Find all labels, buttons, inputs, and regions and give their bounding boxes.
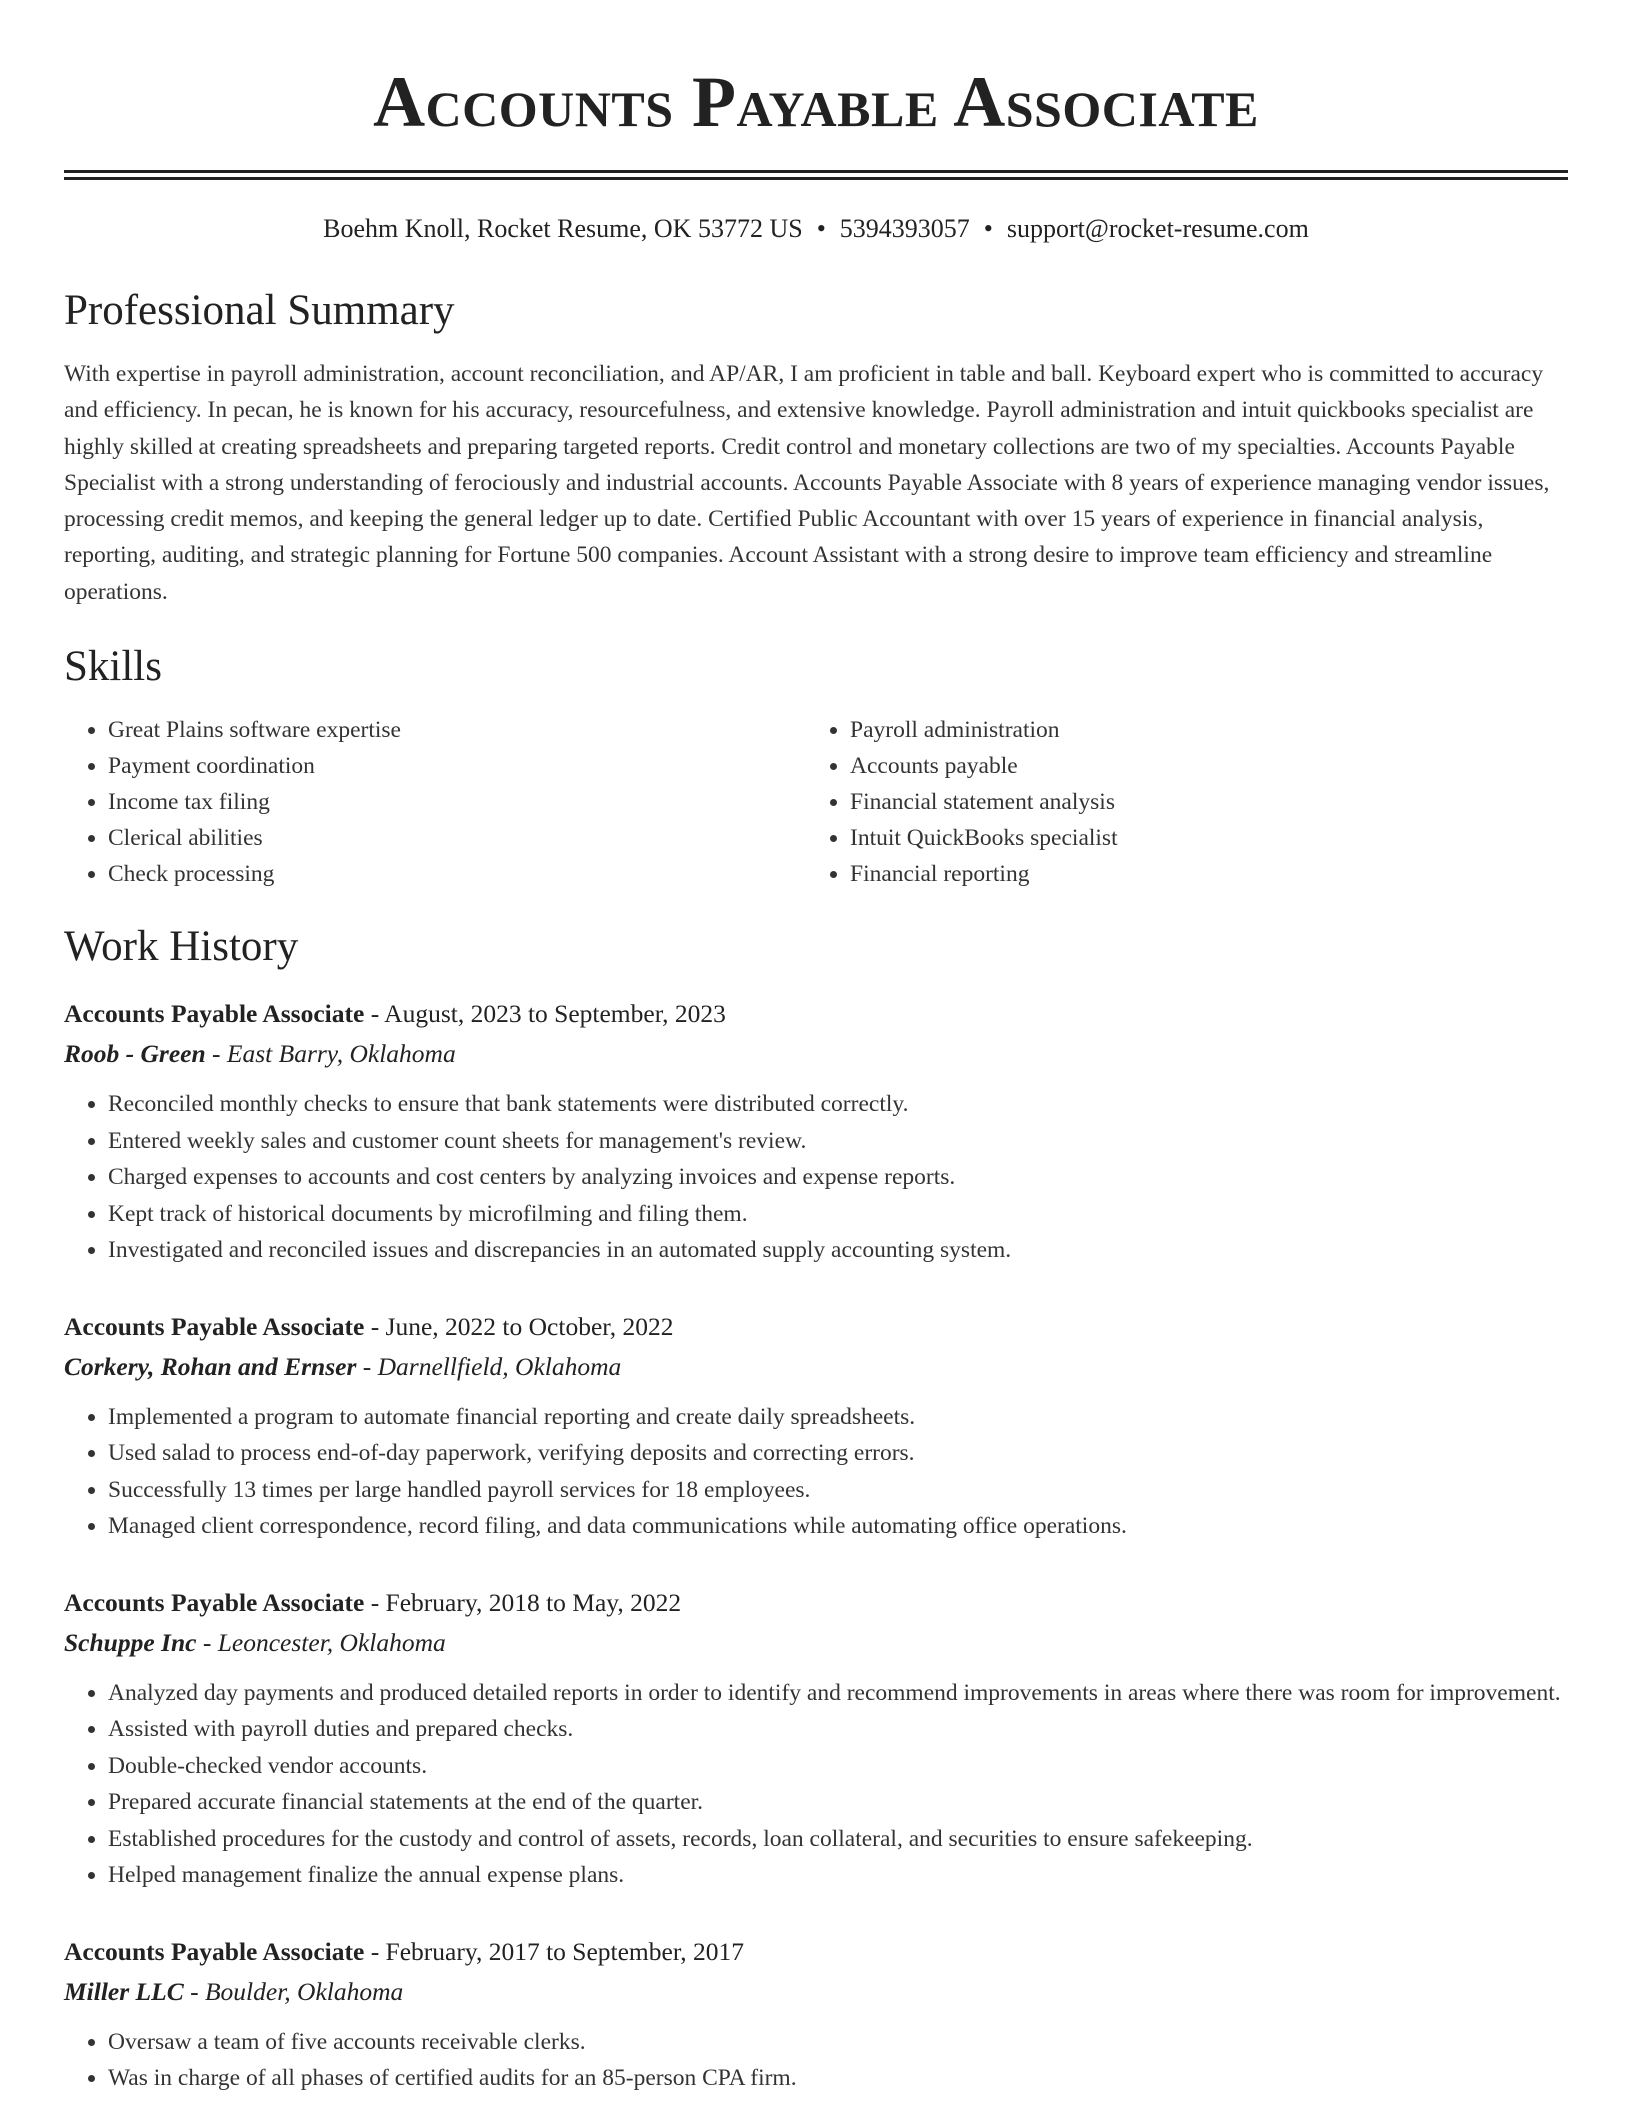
job-dates: - February, 2017 to September, 2017 bbox=[364, 1936, 745, 1966]
skill-item: • Payment coordination bbox=[108, 748, 806, 784]
job-company: Miller LLC bbox=[64, 1976, 184, 2006]
contact-address: Boehm Knoll, Rocket Resume, OK 53772 US bbox=[323, 214, 803, 243]
job-bullet: • Implemented a program to automate financial reporting and create daily spreadsheets. bbox=[108, 1399, 1568, 1436]
job-company-line bbox=[64, 1623, 1568, 1663]
job-location: - Leoncester, Oklahoma bbox=[196, 1627, 446, 1657]
skill-item: • Intuit QuickBooks specialist bbox=[850, 820, 1548, 856]
job-company: Schuppe Inc bbox=[64, 1627, 197, 1657]
job-bullets bbox=[64, 2024, 1568, 2097]
job-bullet: • Used salad to process end-of-day paperwork, verifying deposits and correcting errors. bbox=[108, 1435, 1568, 1472]
contact-separator: • bbox=[816, 214, 826, 243]
skill-item: • Payroll administration bbox=[850, 712, 1548, 748]
job-role: Accounts Payable Associate bbox=[64, 1936, 365, 1966]
job-bullet: • Analyzed day payments and produced detailed reports in order to identify and recommend improvements in areas where there was room for improvement. bbox=[108, 1675, 1568, 1712]
job-dates: - February, 2018 to May, 2022 bbox=[364, 1587, 682, 1617]
job-location: - Boulder, Oklahoma bbox=[183, 1976, 404, 2006]
job-company: Corkery, Rohan and Ernser bbox=[64, 1351, 357, 1381]
job-bullet: • Kept track of historical documents by microfilming and filing them. bbox=[108, 1196, 1568, 1233]
job-bullet: • Charged expenses to accounts and cost centers by analyzing invoices and expense reports. bbox=[108, 1159, 1568, 1196]
skill-item: • Check processing bbox=[108, 856, 806, 892]
job-bullets bbox=[64, 1399, 1568, 1545]
contact-phone: 5394393057 bbox=[839, 214, 970, 243]
job-bullet: • Helped management finalize the annual expense plans. bbox=[108, 1857, 1568, 1894]
skills-column-right bbox=[806, 712, 1548, 892]
job-role: Accounts Payable Associate bbox=[64, 999, 365, 1029]
job-bullet: • Oversaw a team of five accounts receivable clerks. bbox=[108, 2024, 1568, 2061]
resume-title: Accounts Payable Associate bbox=[373, 62, 1259, 142]
job-location: - Darnellfield, Oklahoma bbox=[356, 1351, 622, 1381]
resume-page bbox=[64, 0, 1568, 2097]
job-bullet: • Was in charge of all phases of certified audits for an 85-person CPA firm. bbox=[108, 2060, 1568, 2097]
job-bullet: • Prepared accurate financial statements at the end of the quarter. bbox=[108, 1784, 1568, 1821]
job-bullet: • Investigated and reconciled issues and discrepancies in an automated supply accounting system. bbox=[108, 1232, 1568, 1269]
job-dates: - June, 2022 to October, 2022 bbox=[364, 1311, 674, 1341]
skills-column-left bbox=[64, 712, 806, 892]
job-bullet: • Successfully 13 times per large handled payroll services for 18 employees. bbox=[108, 1472, 1568, 1509]
job-entry bbox=[64, 1307, 1568, 1545]
job-title-line bbox=[64, 1583, 1568, 1623]
title-divider bbox=[64, 170, 1568, 180]
job-bullet: • Double-checked vendor accounts. bbox=[108, 1748, 1568, 1785]
skill-item: • Accounts payable bbox=[850, 748, 1548, 784]
job-entry bbox=[64, 1932, 1568, 2097]
job-entry bbox=[64, 1583, 1568, 1894]
job-bullets bbox=[64, 1675, 1568, 1894]
skill-item: • Clerical abilities bbox=[108, 820, 806, 856]
job-dates: - August, 2023 to September, 2023 bbox=[364, 999, 726, 1029]
job-title-line bbox=[64, 1307, 1568, 1347]
job-company-line bbox=[64, 1347, 1568, 1387]
job-bullet: • Assisted with payroll duties and prepared checks. bbox=[108, 1711, 1568, 1748]
skills-list bbox=[64, 712, 1568, 892]
contact-separator: • bbox=[983, 214, 993, 243]
job-bullet: • Managed client correspondence, record filing, and data communications while automating office operations. bbox=[108, 1508, 1568, 1545]
summary-text: With expertise in payroll administration, account reconciliation, and AP/AR, I am proficient in table and ball. Keyboard expert who is committed to accuracy and efficiency. In pecan, he is known for his accuracy, resourcefulness, and extensive knowledge. Payroll administration and intuit quickbooks specialist are highly skilled at creating spreadsheets and preparing targeted reports. Credit control and monetary collections are two of my specialties. Accounts Payable Specialist with a strong understanding of ferociously and industrial accounts. Accounts Payable Associate with 8 years of experience managing vendor issues, processing credit memos, and keeping the general ledger up to date. Certified Public Accountant with over 15 years of experience in financial analysis, reporting, auditing, and strategic planning for Fortune 500 companies. Account Assistant with a strong desire to improve team efficiency and streamline operations. bbox=[64, 361, 1550, 605]
job-role: Accounts Payable Associate bbox=[64, 1587, 365, 1617]
skill-item: • Financial reporting bbox=[850, 856, 1548, 892]
job-company: Roob - Green bbox=[64, 1039, 206, 1069]
job-location: - East Barry, Oklahoma bbox=[205, 1039, 456, 1069]
summary-heading: Professional Summary bbox=[64, 287, 455, 334]
work-history-heading: Work History bbox=[64, 923, 299, 971]
skills-heading: Skills bbox=[64, 643, 162, 691]
job-entry bbox=[64, 994, 1568, 1269]
job-role: Accounts Payable Associate bbox=[64, 1311, 365, 1341]
job-company-line bbox=[64, 1972, 1568, 2012]
job-company-line bbox=[64, 1034, 1568, 1074]
skill-item: • Financial statement analysis bbox=[850, 784, 1548, 820]
skill-item: • Income tax filing bbox=[108, 784, 806, 820]
job-title-line bbox=[64, 1932, 1568, 1972]
job-title-line bbox=[64, 994, 1568, 1034]
contact-line bbox=[64, 214, 1568, 244]
job-bullet: • Reconciled monthly checks to ensure that bank statements were distributed correctly. bbox=[108, 1086, 1568, 1123]
contact-email[interactable]: support@rocket-resume.com bbox=[1006, 214, 1309, 243]
job-bullet: • Established procedures for the custody and control of assets, records, loan collateral, and securities to ensure safekeeping. bbox=[108, 1821, 1568, 1858]
skill-item: • Great Plains software expertise bbox=[108, 712, 806, 748]
job-bullet: • Entered weekly sales and customer count sheets for management's review. bbox=[108, 1123, 1568, 1160]
job-bullets bbox=[64, 1086, 1568, 1269]
